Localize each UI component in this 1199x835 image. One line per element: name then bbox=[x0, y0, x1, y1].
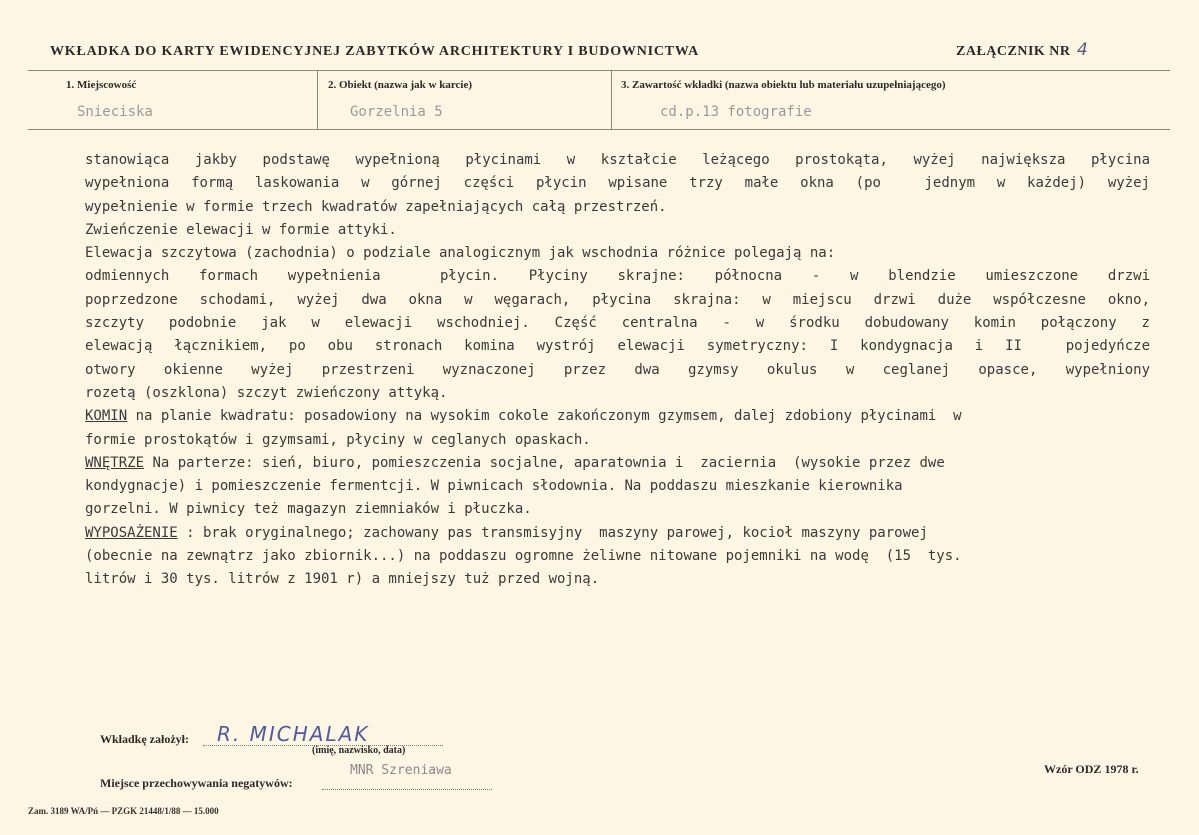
text-line: Elewacja szczytowa (zachodnia) o podziale analogicznym jak wschodnia różnice polegają na: bbox=[85, 245, 836, 262]
founder-signature: R. MICHALAK bbox=[217, 722, 370, 746]
wnetrze-line-3: gorzelni. W piwnicy też magazyn ziemniaków i płuczka. bbox=[85, 501, 532, 518]
founder-sublabel: (imię, nazwisko, data) bbox=[312, 745, 406, 756]
komin-heading: KOMIN bbox=[85, 408, 128, 425]
wyposazenie-line-1: WYPOSAŻENIE : brak oryginalnego; zachowany pas transmisyjny maszyny parowej, kocioł maszyny parowej bbox=[85, 524, 928, 541]
text-line: Zwieńczenie elewacji w formie attyki. bbox=[85, 221, 397, 238]
text-line: elewacją łącznikiem, po obu stronach komina wystrój elewacji symetryczny: I kondygnacja i II pojedyńcze bbox=[85, 338, 1150, 355]
negatives-location: MNR Szreniawa bbox=[350, 763, 452, 778]
cell-divider-1 bbox=[317, 70, 318, 130]
template-version: Wzór ODZ 1978 r. bbox=[1044, 762, 1139, 776]
wyposazenie-heading: WYPOSAŻENIE bbox=[85, 524, 178, 541]
text-line: odmiennych formach wypełnienia płycin. Płyciny skrajne: północna - w blendzie umieszczone drzwi bbox=[85, 268, 1150, 285]
wyposazenie-line-2: (obecnie na zewnątrz jako zbiornik...) na poddaszu ogromne żeliwne nitowane pojemniki na wodę (15 tys. bbox=[85, 548, 962, 565]
founder-label: Wkładkę założył: bbox=[100, 732, 189, 746]
wnetrze-line-2: kondygnacje) i pomieszczenie fermentcji. W piwnicach słodownia. Na poddaszu mieszkanie kierownika bbox=[85, 478, 903, 495]
wnetrze-heading: WNĘTRZE bbox=[85, 454, 145, 471]
negatives-dotted-line bbox=[322, 789, 492, 790]
text-line: wypełniona formą laskowania w górnej części płycin wpisane trzy małe okna (po jednym w każdej) wyżej bbox=[85, 175, 1150, 192]
negatives-label: Miejsce przechowywania negatywów: bbox=[100, 776, 293, 790]
header-top-rule bbox=[28, 70, 1170, 71]
text-line: wypełnienie w formie trzech kwadratów zapełniających całą przestrzeń. bbox=[85, 198, 667, 215]
wnetrze-line-1: WNĘTRZE Na parterze: sień, biuro, pomieszczenia socjalne, aparatownia i zaciernia (wysokie przez dwe bbox=[85, 454, 945, 471]
cell-divider-2 bbox=[611, 70, 612, 130]
text-line: stanowiąca jakby podstawę wypełnioną płycinami w kształcie leżącego prostokąta, wyżej największa płycina bbox=[85, 152, 1150, 168]
print-info: Zam. 3189 WA/Pń — PZGK 21448/1/88 — 15.000 bbox=[28, 806, 219, 816]
attachment-number: 4 bbox=[1077, 40, 1088, 60]
object-value: Gorzelnia 5 bbox=[350, 104, 443, 120]
text-line: szczyty podobnie jak w elewacji wschodniej. Część centralna - w środku dobudowany komin połączony z bbox=[85, 315, 1150, 332]
header-bottom-rule bbox=[28, 129, 1170, 130]
locality-label: 1. Miejscowość bbox=[66, 79, 137, 91]
content-value: cd.p.13 fotografie bbox=[660, 104, 812, 120]
komin-line-1: KOMIN na planie kwadratu: posadowiony na wysokim cokole zakończonym gzymsem, dalej zdobiony płycinami w bbox=[85, 408, 962, 425]
text-line: rozetą (oszklona) szczyt zwieńczony attyką. bbox=[85, 384, 448, 401]
text-line: otwory okienne wyżej przestrzeni wyznaczonej przez dwa gzymsy okulus w ceglanej opasce, wypełniony bbox=[85, 361, 1150, 378]
content-label: 3. Zawartość wkładki (nazwa obiektu lub materiału uzupełniającego) bbox=[621, 79, 946, 91]
text-line: poprzedzone schodami, wyżej dwa okna w węgarach, płycina skrajna: w miejscu drzwi duże współczesne okno, bbox=[85, 291, 1150, 308]
wyposazenie-line-3: litrów i 30 tys. litrów z 1901 r) a mniejszy tuż przed wojną. bbox=[85, 571, 600, 588]
object-label: 2. Obiekt (nazwa jak w karcie) bbox=[328, 79, 473, 91]
komin-line-2: formie prostokątów i gzymsami, płyciny w ceglanych opaskach. bbox=[85, 431, 591, 448]
locality-value: Snieciska bbox=[77, 104, 153, 120]
document-title: WKŁADKA DO KARTY EWIDENCYJNEJ ZABYTKÓW ARCHITEKTURY I BUDOWNICTWA bbox=[50, 44, 700, 59]
description-text bbox=[85, 149, 1150, 592]
attachment-label: ZAŁĄCZNIK NR bbox=[956, 44, 1071, 59]
